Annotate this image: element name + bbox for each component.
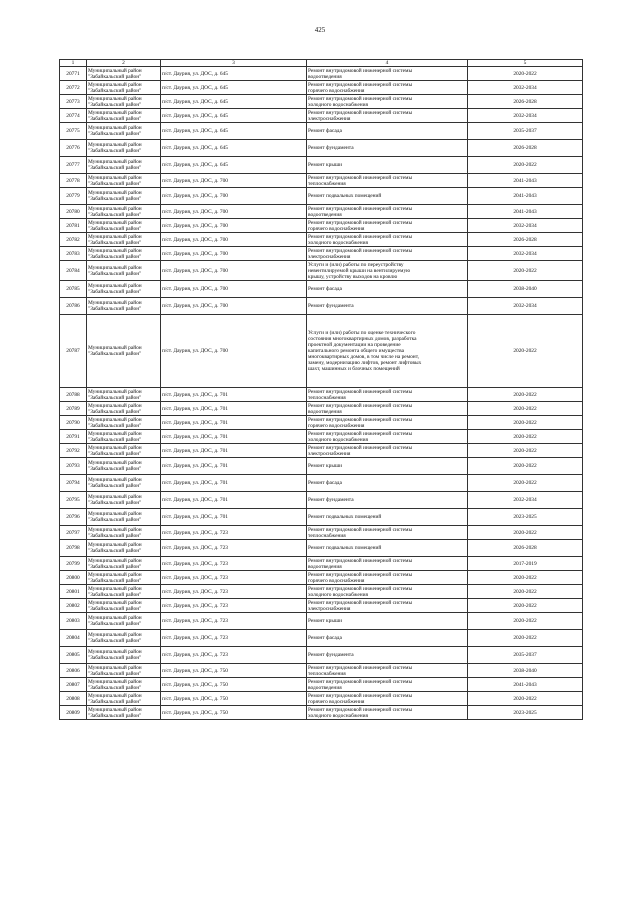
row-number-cell: 20775 [60, 123, 87, 140]
work-type-cell: Ремонт внутридомовой инженерной системы горячего водоснабжения [307, 81, 468, 95]
address-cell: п/ст. Даурия, ул. ДОС, д. 723 [161, 630, 307, 647]
address-cell: п/ст. Даурия, ул. ДОС, д. 645 [161, 140, 307, 157]
row-number-cell: 20807 [60, 678, 87, 692]
table-row [60, 247, 583, 261]
district-cell: Муниципальный район "Забайкальский район" [87, 678, 161, 692]
address-cell: п/ст. Даурия, ул. ДОС, д. 701 [161, 444, 307, 458]
address-cell: п/ст. Даурия, ул. ДОС, д. 645 [161, 109, 307, 123]
row-number-cell: 20785 [60, 281, 87, 298]
row-number-cell: 20799 [60, 557, 87, 571]
district-cell: Муниципальный район "Забайкальский район" [87, 402, 161, 416]
row-number-cell: 20803 [60, 613, 87, 630]
table-row [60, 298, 583, 315]
period-cell: 2035-2037 [468, 123, 583, 140]
table-row [60, 219, 583, 233]
work-type-cell: Ремонт внутридомовой инженерной системы водоотведения [307, 402, 468, 416]
work-type-cell: Ремонт фундамента [307, 492, 468, 509]
work-type-cell: Ремонт фундамента [307, 647, 468, 664]
work-type-cell: Ремонт внутридомовой инженерной системы холодного водоснабжения [307, 95, 468, 109]
period-cell: 2017-2019 [468, 557, 583, 571]
work-type-cell: Ремонт внутридомовой инженерной системы электроснабжения [307, 109, 468, 123]
table-row [60, 416, 583, 430]
address-cell: п/ст. Даурия, ул. ДОС, д. 723 [161, 599, 307, 613]
period-cell: 2020-2022 [468, 692, 583, 706]
district-cell: Муниципальный район "Забайкальский район" [87, 388, 161, 402]
table-row [60, 109, 583, 123]
district-cell: Муниципальный район "Забайкальский район" [87, 706, 161, 720]
work-type-cell: Ремонт внутридомовой инженерной системы электроснабжения [307, 599, 468, 613]
period-cell: 2041-2043 [468, 205, 583, 219]
address-cell: п/ст. Даурия, ул. ДОС, д. 645 [161, 67, 307, 81]
period-cell: 2020-2022 [468, 571, 583, 585]
district-cell: Муниципальный район "Забайкальский район" [87, 444, 161, 458]
row-number-cell: 20778 [60, 174, 87, 188]
district-cell: Муниципальный район "Забайкальский район" [87, 571, 161, 585]
table-row [60, 140, 583, 157]
table-row [60, 630, 583, 647]
table-row [60, 540, 583, 557]
work-type-cell: Ремонт внутридомовой инженерной системы теплоснабжения [307, 526, 468, 540]
work-type-cell: Ремонт подвальных помещений [307, 540, 468, 557]
period-cell: 2020-2022 [468, 613, 583, 630]
address-cell: п/ст. Даурия, ул. ДОС, д. 645 [161, 157, 307, 174]
address-cell: п/ст. Даурия, ул. ДОС, д. 750 [161, 678, 307, 692]
work-type-cell: Ремонт внутридомовой инженерной системы электроснабжения [307, 247, 468, 261]
period-cell: 2020-2022 [468, 157, 583, 174]
period-cell: 2032-2034 [468, 109, 583, 123]
work-type-cell: Ремонт фундамента [307, 298, 468, 315]
work-type-cell: Услуги и (или) работы по переустройству невентилируемой крыши на вентилируемую крышу, устройству выходов на кровлю [307, 261, 468, 281]
work-type-cell: Ремонт крыши [307, 458, 468, 475]
work-type-cell: Ремонт внутридомовой инженерной системы теплоснабжения [307, 664, 468, 678]
table-row [60, 706, 583, 720]
table-row [60, 430, 583, 444]
district-cell: Муниципальный район "Забайкальский район" [87, 526, 161, 540]
table-row [60, 475, 583, 492]
table-row [60, 585, 583, 599]
work-type-cell: Ремонт внутридомовой инженерной системы горячего водоснабжения [307, 219, 468, 233]
period-cell: 2023-2025 [468, 706, 583, 720]
row-number-cell: 20802 [60, 599, 87, 613]
table-row [60, 174, 583, 188]
period-cell: 2020-2022 [468, 261, 583, 281]
period-cell: 2038-2040 [468, 281, 583, 298]
address-cell: п/ст. Даурия, ул. ДОС, д. 700 [161, 174, 307, 188]
district-cell: Муниципальный район "Забайкальский район" [87, 492, 161, 509]
work-type-cell: Ремонт подвальных помещений [307, 188, 468, 205]
row-number-cell: 20794 [60, 475, 87, 492]
page-number: 425 [314, 26, 326, 34]
address-cell: п/ст. Даурия, ул. ДОС, д. 700 [161, 219, 307, 233]
address-cell: п/ст. Даурия, ул. ДОС, д. 723 [161, 540, 307, 557]
work-type-cell: Ремонт подвальных помещений [307, 509, 468, 526]
district-cell: Муниципальный район "Забайкальский район" [87, 416, 161, 430]
district-cell: Муниципальный район "Забайкальский район" [87, 599, 161, 613]
district-cell: Муниципальный район "Забайкальский район" [87, 557, 161, 571]
row-number-cell: 20808 [60, 692, 87, 706]
address-cell: п/ст. Даурия, ул. ДОС, д. 701 [161, 458, 307, 475]
row-number-cell: 20779 [60, 188, 87, 205]
row-number-cell: 20804 [60, 630, 87, 647]
address-cell: п/ст. Даурия, ул. ДОС, д. 750 [161, 692, 307, 706]
period-cell: 2020-2022 [468, 416, 583, 430]
district-cell: Муниципальный район "Забайкальский район" [87, 692, 161, 706]
period-cell: 2023-2025 [468, 509, 583, 526]
period-cell: 2032-2034 [468, 219, 583, 233]
table-row [60, 123, 583, 140]
district-cell: Муниципальный район "Забайкальский район" [87, 95, 161, 109]
district-cell: Муниципальный район "Забайкальский район" [87, 233, 161, 247]
row-number-cell: 20798 [60, 540, 87, 557]
district-cell: Муниципальный район "Забайкальский район" [87, 458, 161, 475]
district-cell: Муниципальный район "Забайкальский район" [87, 613, 161, 630]
district-cell: Муниципальный район "Забайкальский район" [87, 247, 161, 261]
address-cell: п/ст. Даурия, ул. ДОС, д. 700 [161, 247, 307, 261]
period-cell: 2041-2043 [468, 174, 583, 188]
address-cell: п/ст. Даурия, ул. ДОС, д. 723 [161, 571, 307, 585]
table-row [60, 402, 583, 416]
table-row [60, 388, 583, 402]
table-row [60, 67, 583, 81]
row-number-cell: 20784 [60, 261, 87, 281]
work-type-cell: Ремонт фундамента [307, 140, 468, 157]
period-cell: 2020-2022 [468, 630, 583, 647]
header-cell-2: 2 [87, 60, 161, 67]
table-row [60, 599, 583, 613]
row-number-cell: 20797 [60, 526, 87, 540]
header-cell-4: 4 [307, 60, 468, 67]
address-cell: п/ст. Даурия, ул. ДОС, д. 701 [161, 430, 307, 444]
work-type-cell: Ремонт внутридомовой инженерной системы водоотведения [307, 205, 468, 219]
table-row [60, 281, 583, 298]
period-cell: 2020-2022 [468, 444, 583, 458]
district-cell: Муниципальный район "Забайкальский район" [87, 509, 161, 526]
row-number-cell: 20793 [60, 458, 87, 475]
table-row [60, 458, 583, 475]
address-cell: п/ст. Даурия, ул. ДОС, д. 723 [161, 647, 307, 664]
district-cell: Муниципальный район "Забайкальский район" [87, 67, 161, 81]
header-row [60, 60, 583, 67]
district-cell: Муниципальный район "Забайкальский район" [87, 140, 161, 157]
address-cell: п/ст. Даурия, ул. ДОС, д. 700 [161, 315, 307, 388]
address-cell: п/ст. Даурия, ул. ДОС, д. 645 [161, 95, 307, 109]
work-type-cell: Услуги и (или) работы по оценке технического состояния многоквартирных домов, разработка проектной документации на проведение капитального ремонта общего имущества многоквартирных домов, в том числе на ремонт, замену, модернизацию лифтов, ремонт лифтовых шахт, машинных и блочных помещений [307, 315, 468, 388]
row-number-cell: 20777 [60, 157, 87, 174]
district-cell: Муниципальный район "Забайкальский район" [87, 585, 161, 599]
work-type-cell: Ремонт внутридомовой инженерной системы холодного водоснабжения [307, 430, 468, 444]
work-type-cell: Ремонт фасада [307, 475, 468, 492]
table-row [60, 492, 583, 509]
district-cell: Муниципальный район "Забайкальский район" [87, 123, 161, 140]
row-number-cell: 20774 [60, 109, 87, 123]
row-number-cell: 20791 [60, 430, 87, 444]
row-number-cell: 20780 [60, 205, 87, 219]
table-row [60, 613, 583, 630]
repair-schedule-table [59, 59, 583, 720]
district-cell: Муниципальный район "Забайкальский район" [87, 205, 161, 219]
address-cell: п/ст. Даурия, ул. ДОС, д. 701 [161, 416, 307, 430]
address-cell: п/ст. Даурия, ул. ДОС, д. 723 [161, 557, 307, 571]
header-cell-5: 5 [468, 60, 583, 67]
period-cell: 2020-2022 [468, 388, 583, 402]
period-cell: 2032-2034 [468, 81, 583, 95]
row-number-cell: 20782 [60, 233, 87, 247]
period-cell: 2038-2040 [468, 664, 583, 678]
table-row [60, 647, 583, 664]
work-type-cell: Ремонт внутридомовой инженерной системы горячего водоснабжения [307, 692, 468, 706]
row-number-cell: 20796 [60, 509, 87, 526]
work-type-cell: Ремонт внутридомовой инженерной системы водоотведения [307, 557, 468, 571]
period-cell: 2020-2022 [468, 599, 583, 613]
table-row [60, 557, 583, 571]
row-number-cell: 20783 [60, 247, 87, 261]
period-cell: 2020-2022 [468, 67, 583, 81]
address-cell: п/ст. Даурия, ул. ДОС, д. 700 [161, 205, 307, 219]
row-number-cell: 20776 [60, 140, 87, 157]
work-type-cell: Ремонт внутридомовой инженерной системы холодного водоснабжения [307, 233, 468, 247]
period-cell: 2020-2022 [468, 475, 583, 492]
work-type-cell: Ремонт фасада [307, 123, 468, 140]
row-number-cell: 20786 [60, 298, 87, 315]
period-cell: 2032-2034 [468, 492, 583, 509]
district-cell: Муниципальный район "Забайкальский район" [87, 261, 161, 281]
work-type-cell: Ремонт внутридомовой инженерной системы водоотведения [307, 67, 468, 81]
row-number-cell: 20801 [60, 585, 87, 599]
district-cell: Муниципальный район "Забайкальский район" [87, 647, 161, 664]
district-cell: Муниципальный район "Забайкальский район" [87, 157, 161, 174]
work-type-cell: Ремонт внутридомовой инженерной системы холодного водоснабжения [307, 585, 468, 599]
row-number-cell: 20789 [60, 402, 87, 416]
table-row [60, 678, 583, 692]
table-row [60, 692, 583, 706]
table-row [60, 188, 583, 205]
district-cell: Муниципальный район "Забайкальский район" [87, 540, 161, 557]
table-row [60, 157, 583, 174]
district-cell: Муниципальный район "Забайкальский район" [87, 315, 161, 388]
row-number-cell: 20771 [60, 67, 87, 81]
table-row [60, 81, 583, 95]
address-cell: п/ст. Даурия, ул. ДОС, д. 700 [161, 188, 307, 205]
address-cell: п/ст. Даурия, ул. ДОС, д. 700 [161, 261, 307, 281]
period-cell: 2020-2022 [468, 402, 583, 416]
row-number-cell: 20805 [60, 647, 87, 664]
address-cell: п/ст. Даурия, ул. ДОС, д. 645 [161, 123, 307, 140]
header-cell-3: 3 [161, 60, 307, 67]
period-cell: 2020-2022 [468, 526, 583, 540]
work-type-cell: Ремонт внутридомовой инженерной системы теплоснабжения [307, 174, 468, 188]
work-type-cell: Ремонт внутридомовой инженерной системы водоотведения [307, 678, 468, 692]
address-cell: п/ст. Даурия, ул. ДОС, д. 700 [161, 233, 307, 247]
header-cell-1: 1 [60, 60, 87, 67]
row-number-cell: 20781 [60, 219, 87, 233]
row-number-cell: 20809 [60, 706, 87, 720]
work-type-cell: Ремонт внутридомовой инженерной системы электроснабжения [307, 444, 468, 458]
row-number-cell: 20787 [60, 315, 87, 388]
district-cell: Муниципальный район "Забайкальский район" [87, 430, 161, 444]
address-cell: п/ст. Даурия, ул. ДОС, д. 645 [161, 81, 307, 95]
row-number-cell: 20788 [60, 388, 87, 402]
period-cell: 2026-2028 [468, 95, 583, 109]
period-cell: 2026-2028 [468, 540, 583, 557]
row-number-cell: 20772 [60, 81, 87, 95]
address-cell: п/ст. Даурия, ул. ДОС, д. 700 [161, 298, 307, 315]
address-cell: п/ст. Даурия, ул. ДОС, д. 701 [161, 492, 307, 509]
address-cell: п/ст. Даурия, ул. ДОС, д. 750 [161, 664, 307, 678]
work-type-cell: Ремонт внутридомовой инженерной системы теплоснабжения [307, 388, 468, 402]
period-cell: 2020-2022 [468, 430, 583, 444]
address-cell: п/ст. Даурия, ул. ДОС, д. 723 [161, 585, 307, 599]
period-cell: 2032-2034 [468, 298, 583, 315]
period-cell: 2026-2028 [468, 140, 583, 157]
table-body [60, 60, 583, 720]
period-cell: 2032-2034 [468, 247, 583, 261]
table-row [60, 205, 583, 219]
address-cell: п/ст. Даурия, ул. ДОС, д. 723 [161, 526, 307, 540]
table-row [60, 95, 583, 109]
work-type-cell: Ремонт фасада [307, 281, 468, 298]
work-type-cell: Ремонт внутридомовой инженерной системы холодного водоснабжения [307, 706, 468, 720]
address-cell: п/ст. Даурия, ул. ДОС, д. 701 [161, 509, 307, 526]
row-number-cell: 20773 [60, 95, 87, 109]
address-cell: п/ст. Даурия, ул. ДОС, д. 723 [161, 613, 307, 630]
row-number-cell: 20795 [60, 492, 87, 509]
district-cell: Муниципальный район "Забайкальский район" [87, 475, 161, 492]
work-type-cell: Ремонт внутридомовой инженерной системы горячего водоснабжения [307, 571, 468, 585]
district-cell: Муниципальный район "Забайкальский район" [87, 281, 161, 298]
period-cell: 2020-2022 [468, 315, 583, 388]
district-cell: Муниципальный район "Забайкальский район" [87, 298, 161, 315]
address-cell: п/ст. Даурия, ул. ДОС, д. 701 [161, 402, 307, 416]
address-cell: п/ст. Даурия, ул. ДОС, д. 701 [161, 475, 307, 492]
address-cell: п/ст. Даурия, ул. ДОС, д. 700 [161, 281, 307, 298]
table-row [60, 509, 583, 526]
district-cell: Муниципальный район "Забайкальский район" [87, 174, 161, 188]
table-row [60, 444, 583, 458]
district-cell: Муниципальный район "Забайкальский район" [87, 188, 161, 205]
work-type-cell: Ремонт крыши [307, 157, 468, 174]
district-cell: Муниципальный район "Забайкальский район" [87, 109, 161, 123]
work-type-cell: Ремонт внутридомовой инженерной системы горячего водоснабжения [307, 416, 468, 430]
period-cell: 2026-2028 [468, 233, 583, 247]
row-number-cell: 20790 [60, 416, 87, 430]
address-cell: п/ст. Даурия, ул. ДОС, д. 750 [161, 706, 307, 720]
row-number-cell: 20806 [60, 664, 87, 678]
address-cell: п/ст. Даурия, ул. ДОС, д. 701 [161, 388, 307, 402]
period-cell: 2041-2043 [468, 678, 583, 692]
row-number-cell: 20792 [60, 444, 87, 458]
table-row [60, 526, 583, 540]
period-cell: 2035-2037 [468, 647, 583, 664]
table-row [60, 233, 583, 247]
work-type-cell: Ремонт фасада [307, 630, 468, 647]
district-cell: Муниципальный район "Забайкальский район" [87, 81, 161, 95]
work-type-cell: Ремонт крыши [307, 613, 468, 630]
district-cell: Муниципальный район "Забайкальский район" [87, 630, 161, 647]
table-row [60, 261, 583, 281]
table-row [60, 571, 583, 585]
district-cell: Муниципальный район "Забайкальский район" [87, 219, 161, 233]
table-row [60, 664, 583, 678]
period-cell: 2020-2022 [468, 458, 583, 475]
period-cell: 2020-2022 [468, 585, 583, 599]
district-cell: Муниципальный район "Забайкальский район" [87, 664, 161, 678]
period-cell: 2041-2043 [468, 188, 583, 205]
row-number-cell: 20800 [60, 571, 87, 585]
table-row [60, 315, 583, 388]
